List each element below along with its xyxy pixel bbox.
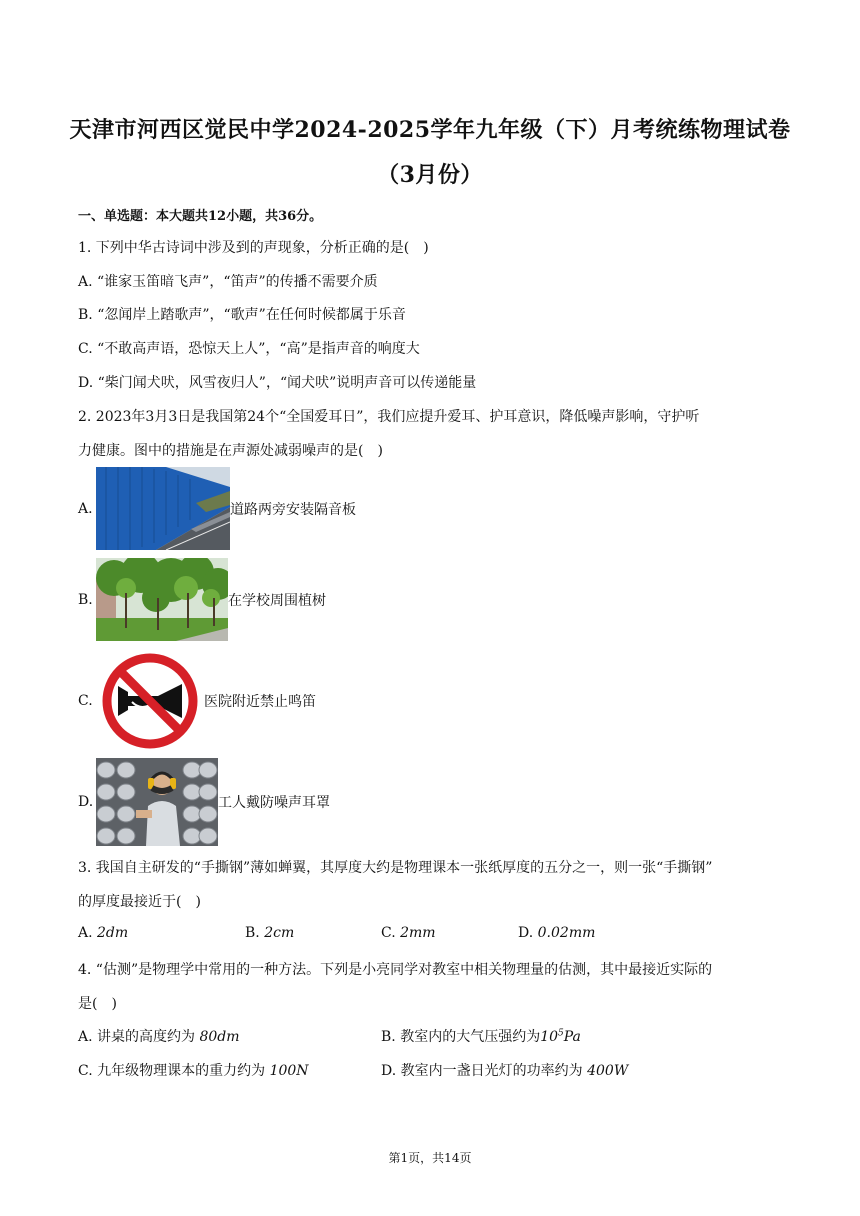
q4-option-b-unit: Pa — [563, 1029, 581, 1045]
q3-option-a — [78, 925, 128, 941]
q4-option-d — [381, 1060, 628, 1080]
q2-stem-line1: 2. 2023年3月3日是我国第24个“全国爱耳日”，我们应提升爱耳、护耳意识，降低噪声影响，守护听 — [78, 409, 700, 425]
q2-option-b-letter: B. — [78, 591, 93, 608]
q1-option-a: A. “谁家玉笛暗飞声”，“笛声”的传播不需要介质 — [78, 274, 378, 290]
q3-option-c — [381, 925, 436, 941]
q2-option-a — [78, 467, 356, 550]
q3-stem-line1: 3. 我国自主研发的“手撕钢”薄如蝉翼，其厚度大约是物理课本一张纸厚度的五分之一，则一张“手撕钢” — [78, 860, 713, 876]
q4-option-b — [381, 1026, 581, 1046]
section-heading: 一、单选题：本大题共12小题，共36分。 — [78, 209, 323, 224]
q2-stem-line2: 力健康。图中的措施是在声源处减弱噪声的是( ) — [78, 443, 383, 459]
q3-option-b — [245, 925, 294, 941]
school-trees-image — [96, 558, 228, 641]
q2-option-d — [78, 758, 330, 846]
q3-stem-line2: 的厚度最接近于( ) — [78, 894, 201, 910]
q3-option-b-label: B. — [245, 925, 265, 941]
q4-option-c — [78, 1060, 309, 1080]
q4-option-d-value: 400W — [587, 1063, 629, 1079]
q1-option-b: B. “忽闻岸上踏歌声”，“歌声”在任何时候都属于乐音 — [78, 307, 406, 323]
q4-stem-line2: 是( ) — [78, 996, 117, 1012]
exam-subtitle: （3月份） — [377, 162, 483, 188]
q4-option-a-value: 80dm — [199, 1029, 240, 1045]
q3-option-a-value: 2dm — [97, 925, 129, 941]
q3-option-c-value: 2mm — [400, 925, 436, 941]
q3-option-b-value: 2cm — [264, 925, 295, 941]
q4-option-d-text: D. 教室内一盏日光灯的功率约为 — [381, 1063, 583, 1079]
q3-option-d — [518, 925, 595, 941]
q3-option-d-label: D. — [518, 925, 538, 941]
sound-barrier-image — [96, 467, 230, 550]
q3-option-d-value: 0.02mm — [537, 925, 596, 941]
q3-option-a-label: A. — [78, 925, 98, 941]
no-honking-sign-image — [96, 652, 204, 750]
q2-option-d-text: 工人戴防噪声耳罩 — [218, 795, 330, 811]
q4-option-c-value: 100N — [269, 1063, 309, 1079]
q4-option-c-text: C. 九年级物理课本的重力约为 — [78, 1063, 266, 1079]
page-number-footer: 第1页，共14页 — [388, 1151, 472, 1165]
q4-option-b-text: B. 教室内的大气压强约为 — [381, 1029, 541, 1045]
worker-earmuffs-image — [96, 758, 218, 846]
q2-option-b-text: 在学校周围植树 — [228, 592, 326, 609]
q1-option-d: D. “柴门闻犬吠，风雪夜归人”，“闻犬吠”说明声音可以传递能量 — [78, 375, 477, 391]
q2-option-d-letter: D. — [78, 794, 94, 810]
q4-option-b-base: 10 — [540, 1029, 559, 1045]
q1-stem: 1. 下列中华古诗词中涉及到的声现象，分析正确的是( ) — [78, 240, 429, 256]
q4-option-a — [78, 1026, 240, 1046]
q3-option-c-label: C. — [381, 925, 401, 941]
q2-option-c-letter: C. — [78, 693, 93, 709]
q2-option-c — [78, 652, 316, 750]
q4-stem-line1: 4. “估测”是物理学中常用的一种方法。下列是小亮同学对教室中相关物理量的估测，其中最接近实际的 — [78, 962, 713, 978]
q4-option-b-exponent: 5 — [558, 1028, 564, 1039]
q1-option-c: C. “不敢高声语，恐惊天上人”，“高”是指声音的响度大 — [78, 341, 420, 357]
q2-option-a-text: 道路两旁安装隔音板 — [230, 501, 356, 518]
q2-option-c-text: 医院附近禁止鸣笛 — [204, 694, 316, 710]
q4-option-a-text: A. 讲桌的高度约为 — [78, 1029, 196, 1045]
q2-option-a-letter: A. — [78, 500, 93, 517]
q2-option-b — [78, 558, 326, 641]
exam-title: 天津市河西区觉民中学2024-2025学年九年级（下）月考统练物理试卷 — [69, 117, 791, 143]
